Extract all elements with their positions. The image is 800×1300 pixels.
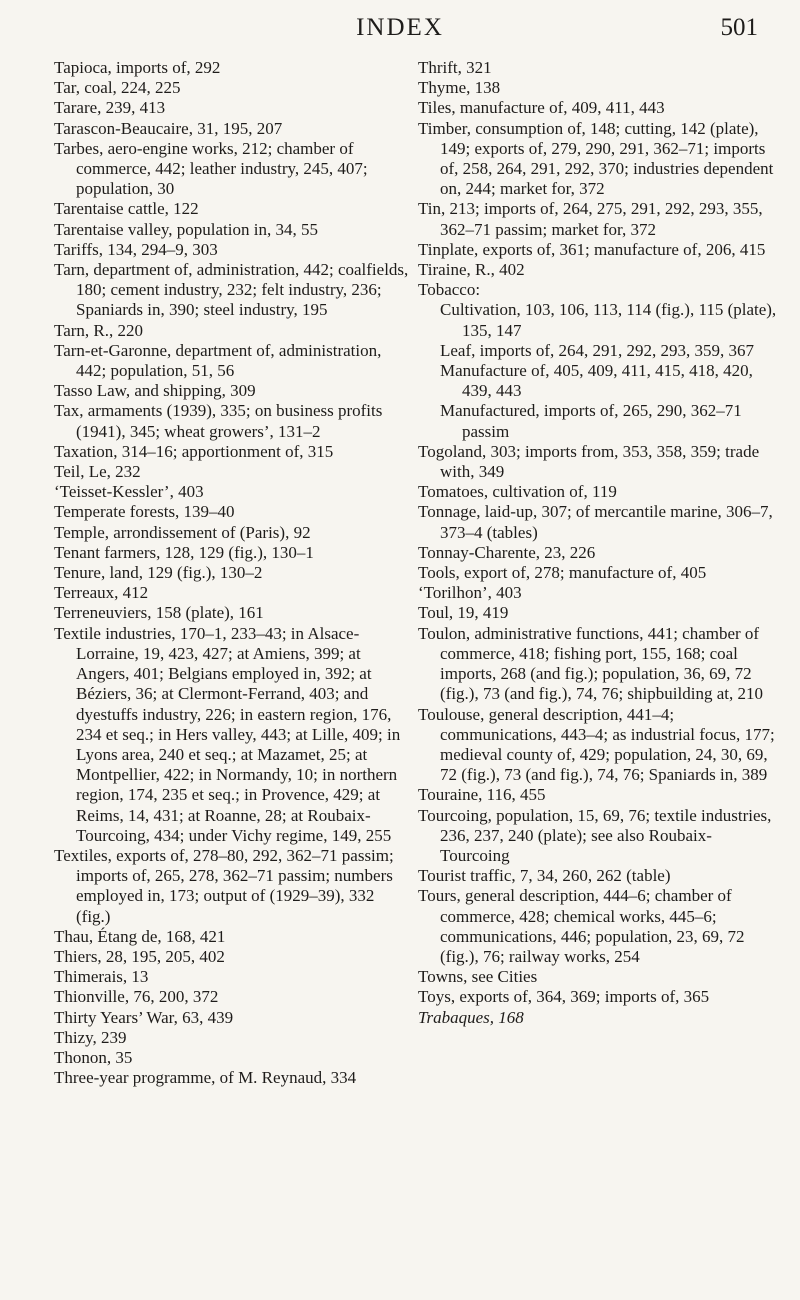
index-entry: Tiles, manufacture of, 409, 411, 443: [418, 98, 665, 118]
index-entry: Timber, consumption of, 148; cutting, 142 (plate), 149; exports of, 279, 290, 291, 362–71; imports of, 258, 264, 291, 292, 370; industries dependent on, 244; market for, 372: [418, 118, 774, 199]
index-column-right: [418, 58, 778, 1028]
index-entry: Tiraine, R., 402: [418, 260, 525, 280]
index-entry: Thirty Years’ War, 63, 439: [54, 1007, 234, 1027]
index-entry: Tobacco:: [418, 280, 481, 300]
index-entry: Towns, see Cities: [418, 967, 538, 987]
index-entry: Tourist traffic, 7, 34, 260, 262 (table): [418, 866, 671, 886]
index-entry: Tapioca, imports of, 292: [54, 58, 221, 77]
index-entry: Terreaux, 412: [54, 583, 149, 603]
index-entry: Temperate forests, 139–40: [54, 502, 235, 522]
index-entry: Touraine, 116, 455: [418, 785, 546, 805]
index-entry: Tin, 213; imports of, 264, 275, 291, 292, 293, 355, 362–71 passim; market for, 372: [418, 199, 763, 239]
index-entry: Thrift, 321: [418, 58, 492, 77]
index-entry: Toul, 19, 419: [418, 603, 509, 623]
index-entry: Tenure, land, 129 (fig.), 130–2: [54, 563, 263, 583]
index-entry: Thonon, 35: [54, 1047, 133, 1067]
index-entry: Textile industries, 170–1, 233–43; in Alsace-Lorraine, 19, 423, 427; at Amiens, 399; at Angers, 401; Belgians employed in, 392; at Béziers, 36; at Clermont-Ferrand, 403; and dyestuffs industry, 226; in eastern region, 176, 234 et seq.; in Hers valley, 443; at Lille, 409; in Lyons area, 240 et seq.; at Mazamet, 25; at Montpellier, 422; in Normandy, 10; in northern region, 174, 235 et seq.; in Provence, 429; at Reims, 14, 431; at Roanne, 28; at Roubaix-Tourcoing, 434; under Vichy regime, 149, 255: [54, 623, 401, 845]
index-entry: Tools, export of, 278; manufacture of, 405: [418, 563, 707, 583]
index-entry: Temple, arrondissement of (Paris), 92: [54, 522, 311, 542]
index-entry: Tarentaise cattle, 122: [54, 199, 199, 219]
index-entry: Tarn-et-Garonne, department of, administration, 442; population, 51, 56: [54, 340, 382, 381]
index-entry: Tarn, department of, administration, 442; coalfields, 180; cement industry, 232; felt industry, 236; Spaniards in, 390; steel industry, 195: [54, 260, 409, 320]
index-entry: Tarbes, aero-engine works, 212; chamber of commerce, 442; leather industry, 245, 407; population, 30: [54, 138, 368, 199]
index-entry: Taxation, 314–16; apportionment of, 315: [54, 441, 334, 461]
index-entry: Thau, Étang de, 168, 421: [54, 926, 226, 946]
index-subentry: Leaf, imports of, 264, 291, 292, 293, 359, 367: [440, 340, 754, 360]
index-entry: Teil, Le, 232: [54, 462, 141, 482]
index-entry: Tarare, 239, 413: [54, 98, 166, 118]
page-title: INDEX: [356, 14, 444, 41]
index-subentry: Manufactured, imports of, 265, 290, 362–71 passim: [440, 401, 742, 441]
index-entry: Tonnay-Charente, 23, 226: [418, 542, 596, 562]
index-entry: Tarascon-Beaucaire, 31, 195, 207: [54, 118, 283, 138]
index-entry: Tax, armaments (1939), 335; on business profits (1941), 345; wheat growers’, 131–2: [54, 401, 383, 441]
index-entry: Tonnage, laid-up, 307; of mercantile marine, 306–7, 373–4 (tables): [418, 502, 773, 542]
index-entry: Thimerais, 13: [54, 967, 149, 987]
index-entry: Tours, general description, 444–6; chamber of commerce, 428; chemical works, 445–6; communications, 446; population, 23, 69, 72 (fig.), 76; railway works, 254: [418, 886, 745, 966]
index-entry: Thizy, 239: [54, 1027, 127, 1047]
index-entry: Toulon, administrative functions, 441; chamber of commerce, 418; fishing port, 155, 168; coal imports, 268 (and fig.); population, 36, 69, 72 (fig.), 73 (and fig.), 74, 76; shipbuilding at, 210: [418, 623, 763, 704]
index-entry: Three-year programme, of M. Reynaud, 334: [54, 1068, 357, 1088]
index-entry: Tarn, R., 220: [54, 320, 143, 340]
index-entry: Tar, coal, 224, 225: [54, 78, 181, 98]
index-entry: Thionville, 76, 200, 372: [54, 987, 219, 1007]
index-subentry: Cultivation, 103, 106, 113, 114 (fig.), 115 (plate), 135, 147: [440, 300, 777, 340]
index-subentry: Manufacture of, 405, 409, 411, 415, 418, 420, 439, 443: [440, 361, 753, 401]
index-entry: Terreneuviers, 158 (plate), 161: [54, 603, 264, 623]
index-entry: Thyme, 138: [418, 78, 501, 98]
index-entry: Tinplate, exports of, 361; manufacture of, 206, 415: [418, 239, 766, 259]
index-entry: Tomatoes, cultivation of, 119: [418, 482, 617, 502]
index-entry: Togoland, 303; imports from, 353, 358, 359; trade with, 349: [418, 441, 760, 482]
index-entry: Toulouse, general description, 441–4; communications, 443–4; as industrial focus, 177; medieval county of, 429; population, 24, 30, 69, 72 (fig.), 73 (and fig.), 74, 76; Spaniards in, 389: [418, 704, 775, 785]
index-entry: Tasso Law, and shipping, 309: [54, 381, 256, 401]
index-entry: Toys, exports of, 364, 369; imports of, 365: [418, 987, 710, 1007]
index-entry: Tenant farmers, 128, 129 (fig.), 130–1: [54, 542, 314, 562]
index-entry: Textiles, exports of, 278–80, 292, 362–71 passim; imports of, 265, 278, 362–71 passim; numbers employed in, 173; output of (1929–39), 332 (fig.): [54, 845, 394, 926]
page-number: 501: [720, 14, 758, 41]
index-column-left: [54, 58, 411, 1088]
index-entry: ‘Teisset-Kessler’, 403: [54, 482, 204, 502]
index-entry: Trabaques, 168: [418, 1007, 524, 1027]
index-entry: Tourcoing, population, 15, 69, 76; textile industries, 236, 237, 240 (plate); see also Roubaix-Tourcoing: [418, 805, 772, 865]
index-entry: ‘Torilhon’, 403: [418, 583, 522, 603]
index-entry: Tarentaise valley, population in, 34, 55: [54, 219, 318, 239]
running-head: [0, 14, 800, 46]
index-entry: Tariffs, 134, 294–9, 303: [54, 239, 218, 259]
index-entry: Thiers, 28, 195, 205, 402: [54, 946, 225, 966]
